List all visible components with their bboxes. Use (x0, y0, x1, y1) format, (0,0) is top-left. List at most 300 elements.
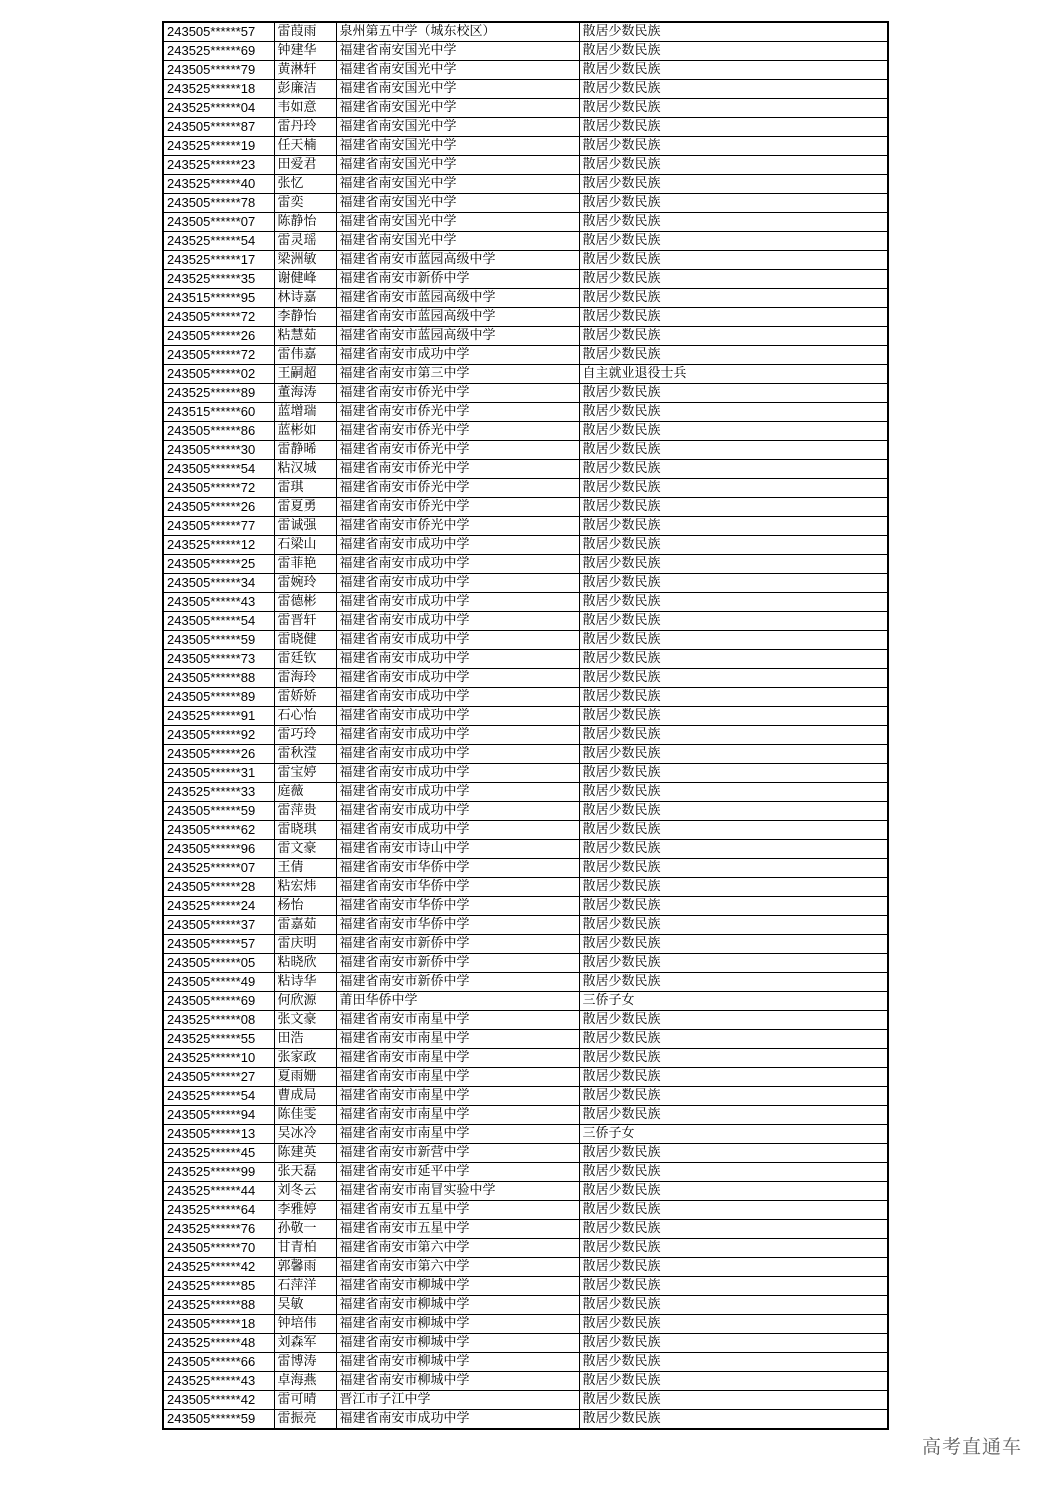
student-name-cell: 甘青柏 (274, 1239, 336, 1258)
school-cell: 福建省南安市成功中学 (336, 783, 579, 802)
school-cell: 福建省南安市成功中学 (336, 1410, 579, 1430)
school-cell: 福建省南安市柳城中学 (336, 1334, 579, 1353)
category-cell: 散居少数民族 (579, 650, 888, 669)
table-row (163, 441, 888, 460)
school-cell: 福建省南安国光中学 (336, 156, 579, 175)
school-cell: 福建省南安市华侨中学 (336, 859, 579, 878)
category-cell: 散居少数民族 (579, 935, 888, 954)
school-cell: 福建省南安国光中学 (336, 213, 579, 232)
table-row (163, 118, 888, 137)
table-row (163, 688, 888, 707)
table-row (163, 1144, 888, 1163)
student-name-cell: 雷琪 (274, 479, 336, 498)
school-cell: 福建省南安市成功中学 (336, 707, 579, 726)
student-name-cell: 蓝增瑞 (274, 403, 336, 422)
candidate-id-cell: 243505******66 (163, 1353, 274, 1372)
table-row (163, 289, 888, 308)
table-row (163, 669, 888, 688)
candidate-id-cell: 243505******88 (163, 669, 274, 688)
school-cell: 福建省南安市南星中学 (336, 1125, 579, 1144)
table-row (163, 707, 888, 726)
table-row (163, 1106, 888, 1125)
student-name-cell: 王倩 (274, 859, 336, 878)
student-name-cell: 李静怡 (274, 308, 336, 327)
category-cell: 散居少数民族 (579, 1315, 888, 1334)
student-name-cell: 雷晋轩 (274, 612, 336, 631)
candidate-id-cell: 243505******77 (163, 517, 274, 536)
category-cell: 散居少数民族 (579, 1182, 888, 1201)
table-row (163, 1049, 888, 1068)
candidate-id-cell: 243525******43 (163, 1372, 274, 1391)
category-cell: 散居少数民族 (579, 707, 888, 726)
table-row (163, 1011, 888, 1030)
candidate-id-cell: 243525******76 (163, 1220, 274, 1239)
category-cell: 散居少数民族 (579, 1258, 888, 1277)
student-name-cell: 董海涛 (274, 384, 336, 403)
school-cell: 福建省南安市华侨中学 (336, 916, 579, 935)
candidate-id-cell: 243505******07 (163, 213, 274, 232)
student-name-cell: 雷丹玲 (274, 118, 336, 137)
school-cell: 福建省南安市柳城中学 (336, 1296, 579, 1315)
student-name-cell: 雷娇娇 (274, 688, 336, 707)
table-row (163, 973, 888, 992)
student-name-cell: 粘诗华 (274, 973, 336, 992)
category-cell: 散居少数民族 (579, 536, 888, 555)
student-name-cell: 王嗣超 (274, 365, 336, 384)
student-name-cell: 韦如意 (274, 99, 336, 118)
category-cell: 散居少数民族 (579, 1030, 888, 1049)
school-cell: 福建省南安市新侨中学 (336, 954, 579, 973)
candidate-id-cell: 243505******31 (163, 764, 274, 783)
candidate-id-cell: 243505******62 (163, 821, 274, 840)
table-row (163, 1353, 888, 1372)
table-row (163, 99, 888, 118)
school-cell: 福建省南安市五星中学 (336, 1220, 579, 1239)
table-row (163, 1163, 888, 1182)
category-cell: 散居少数民族 (579, 42, 888, 61)
category-cell: 三侨子女 (579, 992, 888, 1011)
candidate-id-cell: 243505******73 (163, 650, 274, 669)
candidate-id-cell: 243525******19 (163, 137, 274, 156)
school-cell: 福建省南安市柳城中学 (336, 1277, 579, 1296)
candidate-id-cell: 243515******60 (163, 403, 274, 422)
student-name-cell: 雷巧玲 (274, 726, 336, 745)
student-name-cell: 梁洲敏 (274, 251, 336, 270)
table-row (163, 403, 888, 422)
category-cell: 散居少数民族 (579, 1163, 888, 1182)
school-cell: 福建省南安市南星中学 (336, 1030, 579, 1049)
student-name-cell: 孙敬一 (274, 1220, 336, 1239)
candidate-id-cell: 243525******35 (163, 270, 274, 289)
table-row (163, 194, 888, 213)
table-row (163, 384, 888, 403)
candidate-id-cell: 243525******42 (163, 1258, 274, 1277)
table-row (163, 916, 888, 935)
candidate-id-cell: 243505******30 (163, 441, 274, 460)
category-cell: 散居少数民族 (579, 80, 888, 99)
school-cell: 福建省南安市成功中学 (336, 631, 579, 650)
student-name-cell: 雷灵瑶 (274, 232, 336, 251)
school-cell: 福建省南安市蓝园高级中学 (336, 308, 579, 327)
school-cell: 福建省南安市成功中学 (336, 555, 579, 574)
candidate-id-cell: 243505******59 (163, 631, 274, 650)
table-row (163, 631, 888, 650)
school-cell: 福建省南安市成功中学 (336, 574, 579, 593)
category-cell: 散居少数民族 (579, 1353, 888, 1372)
school-cell: 福建省南安市蓝园高级中学 (336, 289, 579, 308)
table-row (163, 992, 888, 1011)
category-cell: 散居少数民族 (579, 821, 888, 840)
student-name-cell: 张忆 (274, 175, 336, 194)
school-cell: 福建省南安市侨光中学 (336, 422, 579, 441)
school-cell: 福建省南安市新侨中学 (336, 270, 579, 289)
category-cell: 散居少数民族 (579, 555, 888, 574)
table-row (163, 137, 888, 156)
student-name-cell: 雷廷钦 (274, 650, 336, 669)
table-row (163, 22, 888, 42)
candidate-id-cell: 243525******12 (163, 536, 274, 555)
candidate-id-cell: 243505******25 (163, 555, 274, 574)
candidate-id-cell: 243525******91 (163, 707, 274, 726)
candidate-id-cell: 243525******23 (163, 156, 274, 175)
school-cell: 福建省南安市侨光中学 (336, 403, 579, 422)
school-cell: 福建省南安市成功中学 (336, 593, 579, 612)
table-row (163, 935, 888, 954)
student-name-cell: 钟培伟 (274, 1315, 336, 1334)
category-cell: 散居少数民族 (579, 802, 888, 821)
student-name-cell: 李雅婷 (274, 1201, 336, 1220)
school-cell: 福建省南安市南星中学 (336, 1106, 579, 1125)
school-cell: 福建省南安国光中学 (336, 99, 579, 118)
category-cell: 散居少数民族 (579, 175, 888, 194)
candidate-id-cell: 243505******26 (163, 498, 274, 517)
student-name-cell: 钟建华 (274, 42, 336, 61)
student-name-cell: 粘宏炜 (274, 878, 336, 897)
candidate-id-cell: 243505******72 (163, 479, 274, 498)
student-name-cell: 陈佳雯 (274, 1106, 336, 1125)
table-row (163, 1296, 888, 1315)
student-name-cell: 张天磊 (274, 1163, 336, 1182)
student-name-cell: 雷庆明 (274, 935, 336, 954)
candidate-id-cell: 243505******69 (163, 992, 274, 1011)
student-name-cell: 雷晓琪 (274, 821, 336, 840)
category-cell: 散居少数民族 (579, 118, 888, 137)
category-cell: 散居少数民族 (579, 460, 888, 479)
category-cell: 散居少数民族 (579, 156, 888, 175)
candidate-id-cell: 243525******69 (163, 42, 274, 61)
student-name-cell: 吴敏 (274, 1296, 336, 1315)
category-cell: 散居少数民族 (579, 593, 888, 612)
student-name-cell: 粘汉城 (274, 460, 336, 479)
table-row (163, 213, 888, 232)
candidate-id-cell: 243525******08 (163, 1011, 274, 1030)
candidate-id-cell: 243505******70 (163, 1239, 274, 1258)
candidate-id-cell: 243505******18 (163, 1315, 274, 1334)
category-cell: 散居少数民族 (579, 840, 888, 859)
student-name-cell: 雷伟嘉 (274, 346, 336, 365)
category-cell: 散居少数民族 (579, 631, 888, 650)
student-name-cell: 刘森军 (274, 1334, 336, 1353)
candidate-id-cell: 243505******72 (163, 346, 274, 365)
candidate-id-cell: 243505******79 (163, 61, 274, 80)
table-row (163, 517, 888, 536)
category-cell: 散居少数民族 (579, 517, 888, 536)
school-cell: 福建省南安市成功中学 (336, 764, 579, 783)
category-cell: 散居少数民族 (579, 859, 888, 878)
table-row (163, 1410, 888, 1430)
school-cell: 莆田华侨中学 (336, 992, 579, 1011)
candidate-id-cell: 243515******95 (163, 289, 274, 308)
category-cell: 自主就业退役士兵 (579, 365, 888, 384)
table-row (163, 346, 888, 365)
student-name-cell: 蓝彬如 (274, 422, 336, 441)
candidate-id-cell: 243505******26 (163, 745, 274, 764)
table-row (163, 1277, 888, 1296)
category-cell: 散居少数民族 (579, 1239, 888, 1258)
table-row (163, 1125, 888, 1144)
category-cell: 散居少数民族 (579, 1277, 888, 1296)
candidate-id-cell: 243505******87 (163, 118, 274, 137)
candidate-id-cell: 243505******02 (163, 365, 274, 384)
candidate-id-cell: 243525******04 (163, 99, 274, 118)
category-cell: 散居少数民族 (579, 346, 888, 365)
school-cell: 福建省南安市成功中学 (336, 802, 579, 821)
school-cell: 福建省南安市南冒实验中学 (336, 1182, 579, 1201)
table-row (163, 954, 888, 973)
table-row (163, 802, 888, 821)
category-cell: 散居少数民族 (579, 1011, 888, 1030)
student-name-cell: 夏雨姗 (274, 1068, 336, 1087)
school-cell: 福建省南安市侨光中学 (336, 517, 579, 536)
table-row (163, 156, 888, 175)
category-cell: 散居少数民族 (579, 1391, 888, 1410)
candidate-id-cell: 243505******59 (163, 1410, 274, 1430)
student-name-cell: 刘冬云 (274, 1182, 336, 1201)
school-cell: 福建省南安市华侨中学 (336, 878, 579, 897)
table-row (163, 1334, 888, 1353)
candidate-id-cell: 243505******34 (163, 574, 274, 593)
category-cell: 散居少数民族 (579, 384, 888, 403)
category-cell: 散居少数民族 (579, 1220, 888, 1239)
student-name-cell: 石萍洋 (274, 1277, 336, 1296)
roster-body (163, 22, 888, 1429)
category-cell: 散居少数民族 (579, 1296, 888, 1315)
table-row (163, 764, 888, 783)
candidate-id-cell: 243525******48 (163, 1334, 274, 1353)
category-cell: 散居少数民族 (579, 99, 888, 118)
table-row (163, 327, 888, 346)
candidate-id-cell: 243525******88 (163, 1296, 274, 1315)
student-name-cell: 彭廉洁 (274, 80, 336, 99)
table-row (163, 612, 888, 631)
student-name-cell: 任天楠 (274, 137, 336, 156)
school-cell: 福建省南安市侨光中学 (336, 498, 579, 517)
student-name-cell: 雷宝婷 (274, 764, 336, 783)
school-cell: 福建省南安市成功中学 (336, 346, 579, 365)
candidate-id-cell: 243505******27 (163, 1068, 274, 1087)
table-row (163, 1315, 888, 1334)
school-cell: 福建省南安市新侨中学 (336, 973, 579, 992)
candidate-id-cell: 243505******96 (163, 840, 274, 859)
student-name-cell: 雷晓健 (274, 631, 336, 650)
table-row (163, 251, 888, 270)
table-row (163, 650, 888, 669)
student-name-cell: 雷静晞 (274, 441, 336, 460)
student-name-cell: 何欣源 (274, 992, 336, 1011)
candidate-id-cell: 243525******44 (163, 1182, 274, 1201)
school-cell: 福建省南安市五星中学 (336, 1201, 579, 1220)
category-cell: 散居少数民族 (579, 1049, 888, 1068)
student-name-cell: 雷秋滢 (274, 745, 336, 764)
category-cell: 散居少数民族 (579, 878, 888, 897)
candidate-id-cell: 243505******89 (163, 688, 274, 707)
student-name-cell: 雷德彬 (274, 593, 336, 612)
student-name-cell: 粘晓欣 (274, 954, 336, 973)
school-cell: 福建省南安国光中学 (336, 232, 579, 251)
category-cell: 散居少数民族 (579, 745, 888, 764)
school-cell: 福建省南安国光中学 (336, 194, 579, 213)
candidate-id-cell: 243505******54 (163, 612, 274, 631)
candidate-id-cell: 243525******85 (163, 1277, 274, 1296)
school-cell: 福建省南安市成功中学 (336, 688, 579, 707)
student-name-cell: 庭薇 (274, 783, 336, 802)
table-row (163, 175, 888, 194)
candidate-id-cell: 243525******45 (163, 1144, 274, 1163)
school-cell: 福建省南安市成功中学 (336, 726, 579, 745)
school-cell: 福建省南安市新营中学 (336, 1144, 579, 1163)
student-name-cell: 田爱君 (274, 156, 336, 175)
school-cell: 福建省南安市成功中学 (336, 821, 579, 840)
candidate-id-cell: 243505******05 (163, 954, 274, 973)
candidate-id-cell: 243505******92 (163, 726, 274, 745)
student-name-cell: 雷菲艳 (274, 555, 336, 574)
category-cell: 散居少数民族 (579, 441, 888, 460)
table-row (163, 42, 888, 61)
school-cell: 福建省南安市侨光中学 (336, 441, 579, 460)
table-row (163, 365, 888, 384)
school-cell: 福建省南安市新侨中学 (336, 935, 579, 954)
school-cell: 晋江市子江中学 (336, 1391, 579, 1410)
school-cell: 福建省南安市柳城中学 (336, 1372, 579, 1391)
candidate-id-cell: 243505******49 (163, 973, 274, 992)
category-cell: 散居少数民族 (579, 669, 888, 688)
candidate-id-cell: 243525******24 (163, 897, 274, 916)
student-name-cell: 石心怡 (274, 707, 336, 726)
table-row (163, 498, 888, 517)
school-cell: 福建省南安市成功中学 (336, 669, 579, 688)
candidate-id-cell: 243505******94 (163, 1106, 274, 1125)
table-row (163, 536, 888, 555)
category-cell: 散居少数民族 (579, 251, 888, 270)
candidate-id-cell: 243525******54 (163, 1087, 274, 1106)
student-name-cell: 雷可晴 (274, 1391, 336, 1410)
category-cell: 散居少数民族 (579, 194, 888, 213)
category-cell: 散居少数民族 (579, 1144, 888, 1163)
category-cell: 散居少数民族 (579, 954, 888, 973)
school-cell: 福建省南安市南星中学 (336, 1087, 579, 1106)
category-cell: 散居少数民族 (579, 973, 888, 992)
category-cell: 散居少数民族 (579, 764, 888, 783)
category-cell: 散居少数民族 (579, 612, 888, 631)
category-cell: 散居少数民族 (579, 61, 888, 80)
candidate-id-cell: 243525******55 (163, 1030, 274, 1049)
candidate-id-cell: 243505******28 (163, 878, 274, 897)
candidate-id-cell: 243505******72 (163, 308, 274, 327)
student-name-cell: 杨怡 (274, 897, 336, 916)
table-row (163, 555, 888, 574)
school-cell: 福建省南安市柳城中学 (336, 1315, 579, 1334)
category-cell: 散居少数民族 (579, 22, 888, 42)
school-cell: 福建省南安市南星中学 (336, 1011, 579, 1030)
candidate-id-cell: 243525******54 (163, 232, 274, 251)
table-row (163, 460, 888, 479)
table-row (163, 745, 888, 764)
school-cell: 福建省南安市侨光中学 (336, 384, 579, 403)
student-name-cell: 田浩 (274, 1030, 336, 1049)
category-cell: 散居少数民族 (579, 422, 888, 441)
school-cell: 福建省南安市成功中学 (336, 612, 579, 631)
candidate-id-cell: 243525******40 (163, 175, 274, 194)
table-row (163, 1239, 888, 1258)
school-cell: 福建省南安市成功中学 (336, 745, 579, 764)
candidate-id-cell: 243505******37 (163, 916, 274, 935)
table-row (163, 1068, 888, 1087)
candidate-id-cell: 243505******86 (163, 422, 274, 441)
school-cell: 泉州第五中学（城东校区） (336, 22, 579, 42)
student-name-cell: 张文豪 (274, 1011, 336, 1030)
school-cell: 福建省南安市侨光中学 (336, 460, 579, 479)
student-name-cell: 雷葭雨 (274, 22, 336, 42)
student-name-cell: 陈静怡 (274, 213, 336, 232)
table-row (163, 422, 888, 441)
category-cell: 散居少数民族 (579, 1106, 888, 1125)
table-row (163, 726, 888, 745)
candidate-id-cell: 243505******78 (163, 194, 274, 213)
candidate-id-cell: 243525******18 (163, 80, 274, 99)
table-row (163, 1372, 888, 1391)
school-cell: 福建省南安国光中学 (336, 42, 579, 61)
student-name-cell: 雷婉玲 (274, 574, 336, 593)
student-name-cell: 吴冰冷 (274, 1125, 336, 1144)
table-row (163, 783, 888, 802)
roster-table (162, 21, 889, 1430)
category-cell: 散居少数民族 (579, 1068, 888, 1087)
table-row (163, 232, 888, 251)
category-cell: 散居少数民族 (579, 289, 888, 308)
school-cell: 福建省南安市蓝园高级中学 (336, 251, 579, 270)
category-cell: 散居少数民族 (579, 232, 888, 251)
table-row (163, 1201, 888, 1220)
category-cell: 散居少数民族 (579, 726, 888, 745)
student-name-cell: 曹成局 (274, 1087, 336, 1106)
category-cell: 散居少数民族 (579, 1410, 888, 1430)
school-cell: 福建省南安市侨光中学 (336, 479, 579, 498)
table-row (163, 1030, 888, 1049)
student-name-cell: 卓海燕 (274, 1372, 336, 1391)
table-row (163, 859, 888, 878)
student-name-cell: 雷夏勇 (274, 498, 336, 517)
student-name-cell: 石梁山 (274, 536, 336, 555)
candidate-id-cell: 243505******54 (163, 460, 274, 479)
school-cell: 福建省南安市诗山中学 (336, 840, 579, 859)
category-cell: 三侨子女 (579, 1125, 888, 1144)
school-cell: 福建省南安国光中学 (336, 118, 579, 137)
school-cell: 福建省南安市第六中学 (336, 1258, 579, 1277)
table-row (163, 61, 888, 80)
student-name-cell: 雷振亮 (274, 1410, 336, 1430)
category-cell: 散居少数民族 (579, 1087, 888, 1106)
candidate-id-cell: 243525******89 (163, 384, 274, 403)
